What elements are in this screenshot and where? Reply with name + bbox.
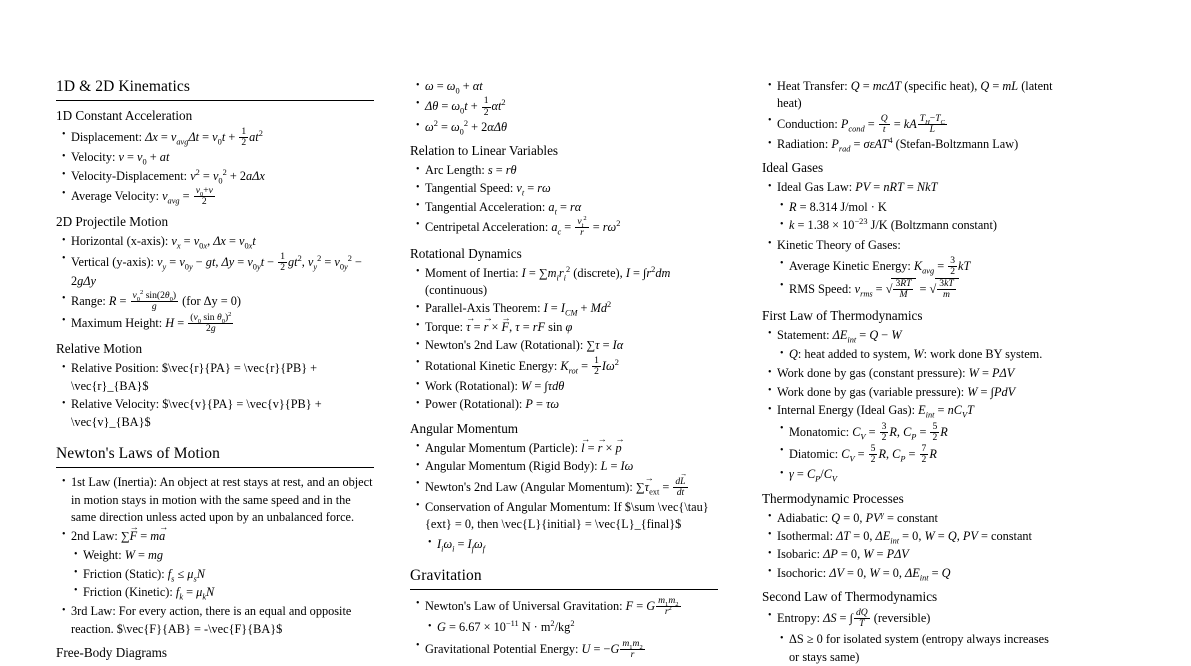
formula-vertical: • Vertical (y-axis): $v_y = v_{0y}$ − gt, $\Delta y = v_{0y}t$ − $\frac{1}{2}$ $gt^2$, $v_y^2 = v_{0y}^2 - 2g\Delta y$ [62, 252, 374, 291]
formula-average-velocity: • Average Velocity: $v_{avg}$ = $\frac{v_0+v}{2}$ [62, 186, 374, 207]
formula-entropy: • Entropy: ΔS = ∫ $\frac{dQ}{T}$ (reversible) [768, 608, 1062, 629]
list-newtons-sub [56, 547, 374, 601]
formula-displacement: • Displacement: $\Delta x = v_{avg}\Delta t = v_0t$ + $\frac{1}{2}$ $at^2$ [62, 127, 374, 148]
formula-static-friction: • Friction (Static): $f_s \le \mu_sN$ [74, 566, 374, 583]
formula-newton-second-rotational: • Newton's 2nd Law (Rotational): ∑τ = Iα [416, 337, 718, 354]
list-rot-dynamics [410, 265, 718, 414]
formula-second-law: • 2nd Law: ∑F → = ma → [62, 528, 374, 545]
list-first-law [762, 327, 1062, 344]
list-heat-transfer [762, 78, 1062, 153]
formula-parallel-axis: • Parallel-Axis Theorem: $I = I_{CM} + Md^2$ [416, 300, 718, 317]
column-1 [56, 78, 400, 661]
list-relative-motion [56, 360, 374, 431]
formula-ideal-gas-law: • Ideal Gas Law: PV = nRT = NkT [768, 179, 1062, 196]
formula-conduction: • Conduction: $P_{cond}$ = $\frac{Q}{t}$ = kA $\frac{T_H-T_C}{L}$ [768, 114, 1062, 135]
formula-work-constant-pressure: • Work done by gas (constant pressure): W = PΔV [768, 365, 1062, 382]
formula-gravitational-constant: • $G = 6.67 \times 10^{-11}$ $N \cdot m^2/kg^2$ [428, 619, 718, 636]
formula-gamma: • $\gamma = C_P/C_V$ [780, 466, 1062, 483]
formula-range: • Range: R = $\frac{v_0^2 \sin(2\theta_0)}{g}$ (for Δy = 0) [62, 291, 374, 312]
formula-omega: • $\omega = \omega_0 + \alpha t$ [416, 78, 718, 95]
column-2 [400, 78, 744, 660]
list-first-law-work [762, 365, 1062, 419]
label-kinetic-theory: • Kinetic Theory of Gases: [768, 237, 1062, 254]
list-gravitation-sub [410, 619, 718, 636]
list-newtons-third [56, 603, 374, 638]
formula-ang-momentum-equality: • $I_i\omega_i = I_f\omega_f$ [428, 536, 718, 553]
list-second-law-sub [762, 631, 1062, 666]
subsection-heading-projectile: 2D Projectile Motion [56, 214, 169, 230]
formula-diatomic: • Diatomic: $C_V$ = $\frac{5}{2}$ R, $C_P$ = $\frac{7}{2}$ R [780, 444, 1062, 465]
column-3 [744, 78, 1088, 664]
formula-third-law: • 3rd Law: For every action, there is an equal and opposite reaction. $\vec{F}{AB} = -\vec{F}{BA}$ [62, 603, 374, 638]
formula-newton-second-angular: • Newton's 2nd Law (Angular Momentum): $\sum\tau \to_{ext}$ = $\frac{dL \to}{dt}$ [416, 477, 718, 498]
formula-adiabatic: • Adiabatic: Q = 0, $PV^\gamma$ = constant [768, 510, 1062, 527]
note-entropy-isolated: • ΔS ≥ 0 for isolated system (entropy always increases or stays same) [780, 631, 1062, 666]
subsection-heading-ideal-gases: Ideal Gases [762, 160, 824, 176]
subsection-heading-const-accel: 1D Constant Acceleration [56, 108, 193, 123]
formula-universal-gravitation: • Newton's Law of Universal Gravitation: F = G $\frac{m_1m_2}{r^2}$ [416, 596, 718, 617]
formula-radiation: • Radiation: $P_{rad} = \sigma\varepsilon AT^4$ (Stefan-Boltzmann Law) [768, 136, 1062, 153]
section-heading-kinematics: 1D & 2D Kinematics [56, 78, 374, 101]
list-thermo-processes [762, 510, 1062, 583]
formula-centripetal-acceleration: • Centripetal Acceleration: $a_c$ = $\frac{v_t^2}{r}$ = $r\omega^2$ [416, 217, 718, 238]
formula-average-ke: • Average Kinetic Energy: $K_{avg}$ = $\frac{3}{2}$ kT [780, 256, 1062, 277]
list-second-law [762, 608, 1062, 629]
formula-angular-momentum-rigid: • Angular Momentum (Rigid Body): L = Iω [416, 458, 718, 475]
list-rotational-kinematics [410, 78, 718, 136]
subsection-heading-first-law: First Law of Thermodynamics [762, 307, 923, 323]
formula-first-law: • 1st Law (Inertia): An object at rest stays at rest, and an object in motion stays in motion with the same speed and in the same direction unless acted upon by an unbalanced force. [62, 474, 374, 526]
formula-isothermal: • Isothermal: ΔT = 0, $\Delta E_{int} = 0$, W = Q, PV = constant [768, 528, 1062, 545]
section-heading-newtons-laws: Newton's Laws of Motion [56, 445, 374, 468]
formula-tangential-acceleration: • Tangential Acceleration: $a_t = r\alpha$ [416, 199, 718, 216]
list-ang-momentum-sub [410, 536, 718, 553]
formula-kinetic-friction: • Friction (Kinetic): $f_k = \mu_kN$ [74, 584, 374, 601]
list-kinetic-theory [762, 237, 1062, 254]
list-gravitation-pe [410, 639, 718, 660]
section-heading-gravitation: Gravitation [410, 567, 718, 590]
subsection-heading-thermo-processes: Thermodynamic Processes [762, 490, 904, 506]
formula-relative-velocity: • Relative Velocity: $\vec{v}{PA} = \vec{v}{PB} + \vec{v}_{BA}$ [62, 396, 374, 431]
formula-torque: • Torque: τ → = r → × F →, τ = rF sin φ [416, 319, 718, 336]
formula-power-rotational: • Power (Rotational): P = τω [416, 396, 718, 413]
list-newtons-laws [56, 474, 374, 545]
formula-work-variable-pressure: • Work done by gas (variable pressure): W = ∫PdV [768, 384, 1062, 401]
subsection-heading-relative-motion: Relative Motion [56, 341, 143, 357]
formula-angular-momentum-particle: • Angular Momentum (Particle): l → = r → × p → [416, 440, 718, 457]
formula-arc-length: • Arc Length: s = rθ [416, 162, 718, 179]
formula-weight: • Weight: W = mg [74, 547, 374, 564]
formula-heat-transfer: • Heat Transfer: Q = mcΔT (specific heat), Q = mL (latent heat) [768, 78, 1062, 113]
formula-horizontal: • Horizontal (x-axis): $v_x = v_{0x}$, $\Delta x = v_{0x}t$ [62, 233, 374, 250]
note-q-w: • Q: heat added to system, W: work done BY system. [780, 346, 1062, 363]
formula-gravitational-pe: • Gravitational Potential Energy: U = −G $\frac{m_1m_2}{r}$ [416, 639, 718, 660]
subsection-heading-linear-vars: Relation to Linear Variables [410, 143, 559, 159]
formula-velocity-displacement: • Velocity-Displacement: $v^2 = v_0^2 + 2a\Delta x$ [62, 168, 374, 185]
list-kinetic-theory-sub [762, 256, 1062, 300]
list-first-law-note [762, 346, 1062, 363]
formula-relative-position: • Relative Position: $\vec{r}{PA} = \vec{r}{PB} + \vec{r}_{BA}$ [62, 360, 374, 395]
list-gas-constants [762, 199, 1062, 235]
formula-isobaric: • Isobaric: ΔP = 0, W = PΔV [768, 546, 1062, 563]
formula-internal-energy: • Internal Energy (Ideal Gas): $E_{int} = nC_VT$ [768, 402, 1062, 419]
list-ang-momentum [410, 440, 718, 534]
list-projectile [56, 233, 374, 334]
subsection-heading-ang-momentum: Angular Momentum [410, 420, 519, 436]
formula-omega-squared: • $\omega^2 = \omega_0^2 + 2\alpha\Delta\theta$ [416, 119, 718, 136]
list-gravitation [410, 596, 718, 617]
subsection-heading-free-body: Free-Body Diagrams [56, 645, 167, 661]
formula-monatomic: • Monatomic: $C_V$ = $\frac{3}{2}$ R, $C_P$ = $\frac{5}{2}$ R [780, 422, 1062, 443]
formula-boltzmann-constant: • $k = 1.38 \times 10^{-23}$ J/K (Boltzmann constant) [780, 217, 1062, 234]
formula-gas-constant: • R = 8.314 J/mol · K [780, 199, 1062, 216]
formula-delta-theta: • $\Delta\theta = \omega_0t$ + $\frac{1}{2}$ $\alpha t^2$ [416, 96, 718, 117]
formula-conservation-angular: • Conservation of Angular Momentum: If $\sum \vec{\tau}{ext} = 0, then \vec{L}{initial} = \vec{L}_{final}$ [416, 499, 718, 534]
list-const-accel [56, 127, 374, 207]
list-linear-vars [410, 162, 718, 238]
subsection-heading-rot-dynamics: Rotational Dynamics [410, 245, 522, 261]
formula-tangential-speed: • Tangential Speed: $v_t = r\omega$ [416, 180, 718, 197]
formula-rms-speed: • RMS Speed: $v_{rms}$ = √ $\frac{3RT}{M}$ = √ $\frac{3kT}{m}$ [780, 278, 1062, 300]
list-heat-capacities [762, 422, 1062, 484]
formula-moment-of-inertia: • Moment of Inertia: $I = \sum m_ir_i^2$ (discrete), $I = \int r^2dm$ (continuous) [416, 265, 718, 300]
formula-rotational-ke: • Rotational Kinetic Energy: $K_{rot}$ = $\frac{1}{2}$ $I\omega^2$ [416, 356, 718, 377]
formula-velocity: • Velocity: $v = v_0$ + at [62, 149, 374, 166]
subsection-heading-second-law: Second Law of Thermodynamics [762, 589, 938, 605]
list-ideal-gases [762, 179, 1062, 196]
formula-isochoric: • Isochoric: ΔV = 0, W = 0, $\Delta E_{int} = Q$ [768, 565, 1062, 582]
formula-max-height: • Maximum Height: H = $\frac{(v_0 \sin \theta_0)^2}{2g}$ [62, 313, 374, 334]
formula-work-rotational: • Work (Rotational): W = ∫τdθ [416, 378, 718, 395]
formula-first-law-statement: • Statement: $\Delta E_{int} = Q - W$ [768, 327, 1062, 344]
